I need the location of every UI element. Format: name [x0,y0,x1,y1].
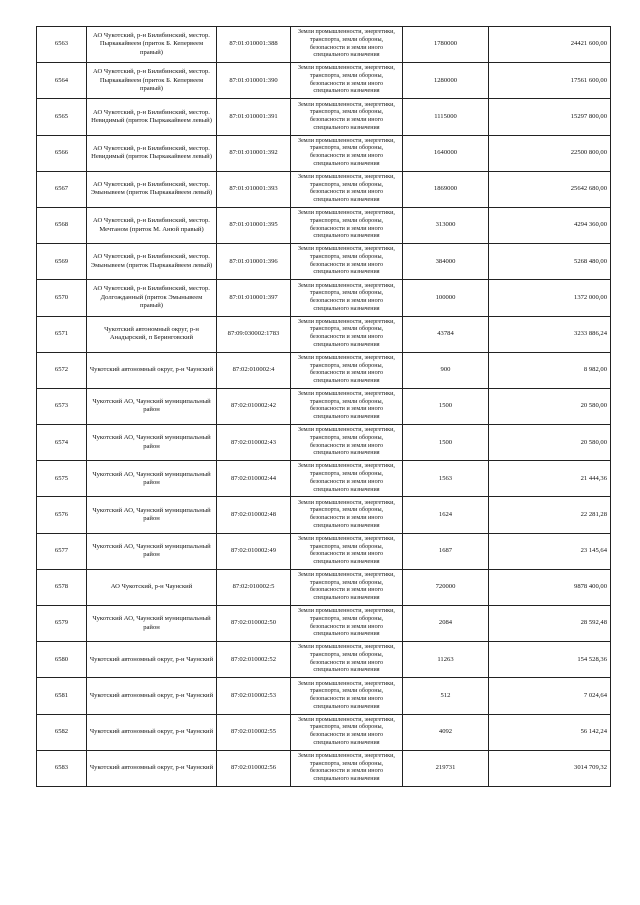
land-category-cell: Земли промышленности, энергетики, транспорта, земли обороны, безопасности и земли иного специального назначения [291,497,403,533]
cadastral-value-cell: 5268 480,00 [489,244,611,280]
table-row [37,207,611,243]
cadastral-number-cell: 87:02:010002:49 [217,533,291,569]
land-category-cell: Земли промышленности, энергетики, транспорта, земли обороны, безопасности и земли иного специального назначения [291,678,403,714]
cadastral-value-cell: 15297 800,00 [489,99,611,135]
land-category-cell: Земли промышленности, энергетики, транспорта, земли обороны, безопасности и земли иного специального назначения [291,606,403,642]
area-cell: 384000 [403,244,489,280]
address-cell: Чукотский автономный округ, р-н Чаунский [87,714,217,750]
cadastral-value-cell: 28 592,48 [489,606,611,642]
table-row [37,99,611,135]
address-cell: Чукотский автономный округ, р-н Чаунский [87,642,217,678]
row-number-cell: 6572 [37,352,87,388]
table-body [37,27,611,787]
table-row [37,461,611,497]
area-cell: 1687 [403,533,489,569]
address-cell: АО Чукотский, р-н Билибинский, местор. Мечтаном (приток М. Анюй правый) [87,207,217,243]
cadastral-number-cell: 87:02:010002:50 [217,606,291,642]
land-category-cell: Земли промышленности, энергетики, транспорта, земли обороны, безопасности и земли иного специального назначения [291,425,403,461]
cadastral-value-cell: 20 580,00 [489,388,611,424]
address-cell: Чукотский автономный округ, р-н Чаунский [87,750,217,786]
area-cell: 1869000 [403,171,489,207]
area-cell: 219731 [403,750,489,786]
cadastral-number-cell: 87:02:010002:53 [217,678,291,714]
cadastral-value-cell: 22500 800,00 [489,135,611,171]
row-number-cell: 6563 [37,27,87,63]
land-category-cell: Земли промышленности, энергетики, транспорта, земли обороны, безопасности и земли иного специального назначения [291,207,403,243]
cadastral-number-cell: 87:02:010002:5 [217,569,291,605]
cadastral-number-cell: 87:01:010001:395 [217,207,291,243]
address-cell: Чукотский АО, Чаунский муниципальный район [87,461,217,497]
cadastral-value-cell: 22 281,28 [489,497,611,533]
row-number-cell: 6567 [37,171,87,207]
cadastral-value-cell: 25642 680,00 [489,171,611,207]
cadastral-number-cell: 87:02:010002:42 [217,388,291,424]
row-number-cell: 6581 [37,678,87,714]
table-row [37,27,611,63]
land-category-cell: Земли промышленности, энергетики, транспорта, земли обороны, безопасности и земли иного специального назначения [291,569,403,605]
area-cell: 2084 [403,606,489,642]
cadastral-value-cell: 9878 400,00 [489,569,611,605]
cadastral-number-cell: 87:01:010001:397 [217,280,291,316]
row-number-cell: 6565 [37,99,87,135]
table-row [37,280,611,316]
table-row [37,388,611,424]
cadastral-number-cell: 87:02:010002:48 [217,497,291,533]
land-category-cell: Земли промышленности, энергетики, транспорта, земли обороны, безопасности и земли иного специального назначения [291,63,403,99]
row-number-cell: 6575 [37,461,87,497]
cadastral-value-cell: 23 145,64 [489,533,611,569]
address-cell: Чукотский автономный округ, р-н Чаунский [87,678,217,714]
address-cell: Чукотский АО, Чаунский муниципальный район [87,606,217,642]
row-number-cell: 6573 [37,388,87,424]
area-cell: 100000 [403,280,489,316]
area-cell: 4092 [403,714,489,750]
area-cell: 1563 [403,461,489,497]
area-cell: 900 [403,352,489,388]
cadastral-value-cell: 7 024,64 [489,678,611,714]
land-category-cell: Земли промышленности, энергетики, транспорта, земли обороны, безопасности и земли иного специального назначения [291,714,403,750]
table-row [37,569,611,605]
land-category-cell: Земли промышленности, энергетики, транспорта, земли обороны, безопасности и земли иного специального назначения [291,99,403,135]
cadastral-number-cell: 87:02:010002:55 [217,714,291,750]
address-cell: АО Чукотский, р-н Билибинский, местор. Пыркакайвеем (приток Б. Кепервеем правый) [87,27,217,63]
address-cell: АО Чукотский, р-н Билибинский, местор. Эмынывеем (приток Пыркакайвеем левый) [87,244,217,280]
cadastral-value-cell: 20 580,00 [489,425,611,461]
area-cell: 11263 [403,642,489,678]
cadastral-number-cell: 87:09:030002:1783 [217,316,291,352]
row-number-cell: 6569 [37,244,87,280]
row-number-cell: 6564 [37,63,87,99]
table-row [37,497,611,533]
cadastral-value-table [36,26,611,787]
table-row [37,352,611,388]
cadastral-number-cell: 87:01:010001:391 [217,99,291,135]
area-cell: 1500 [403,425,489,461]
land-category-cell: Земли промышленности, энергетики, транспорта, земли обороны, безопасности и земли иного специального назначения [291,533,403,569]
land-category-cell: Земли промышленности, энергетики, транспорта, земли обороны, безопасности и земли иного специального назначения [291,244,403,280]
cadastral-value-cell: 154 528,36 [489,642,611,678]
cadastral-number-cell: 87:01:010001:388 [217,27,291,63]
table-row [37,316,611,352]
row-number-cell: 6578 [37,569,87,605]
land-category-cell: Земли промышленности, энергетики, транспорта, земли обороны, безопасности и земли иного специального назначения [291,135,403,171]
cadastral-value-cell: 17561 600,00 [489,63,611,99]
address-cell: Чукотский автономный округ, р-н Анадырский, п Беринговский [87,316,217,352]
land-category-cell: Земли промышленности, энергетики, транспорта, земли обороны, безопасности и земли иного специального назначения [291,171,403,207]
address-cell: Чукотский АО, Чаунский муниципальный район [87,533,217,569]
area-cell: 1280000 [403,63,489,99]
row-number-cell: 6568 [37,207,87,243]
cadastral-number-cell: 87:01:010001:392 [217,135,291,171]
area-cell: 1640000 [403,135,489,171]
address-cell: АО Чукотский, р-н Билибинский, местор. Невидимый (приток Пыркакайвеем левый) [87,135,217,171]
area-cell: 1780000 [403,27,489,63]
row-number-cell: 6571 [37,316,87,352]
table-row [37,244,611,280]
area-cell: 43784 [403,316,489,352]
land-category-cell: Земли промышленности, энергетики, транспорта, земли обороны, безопасности и земли иного специального назначения [291,280,403,316]
address-cell: Чукотский АО, Чаунский муниципальный район [87,388,217,424]
cadastral-number-cell: 87:02:010002:44 [217,461,291,497]
row-number-cell: 6583 [37,750,87,786]
land-category-cell: Земли промышленности, энергетики, транспорта, земли обороны, безопасности и земли иного специального назначения [291,642,403,678]
row-number-cell: 6579 [37,606,87,642]
cadastral-value-cell: 4294 360,00 [489,207,611,243]
cadastral-number-cell: 87:01:010001:390 [217,63,291,99]
area-cell: 313000 [403,207,489,243]
table-row [37,135,611,171]
cadastral-number-cell: 87:01:010001:393 [217,171,291,207]
cadastral-number-cell: 87:02:010002:56 [217,750,291,786]
row-number-cell: 6570 [37,280,87,316]
land-category-cell: Земли промышленности, энергетики, транспорта, земли обороны, безопасности и земли иного специального назначения [291,461,403,497]
table-row [37,750,611,786]
address-cell: АО Чукотский, р-н Билибинский, местор. Долгожданный (приток Эмынывеем правый) [87,280,217,316]
cadastral-number-cell: 87:02:010002:52 [217,642,291,678]
table-row [37,606,611,642]
land-category-cell: Земли промышленности, энергетики, транспорта, земли обороны, безопасности и земли иного специального назначения [291,750,403,786]
land-category-cell: Земли промышленности, энергетики, транспорта, земли обороны, безопасности и земли иного специального назначения [291,27,403,63]
row-number-cell: 6576 [37,497,87,533]
row-number-cell: 6580 [37,642,87,678]
cadastral-number-cell: 87:01:010001:396 [217,244,291,280]
table-row [37,642,611,678]
area-cell: 1624 [403,497,489,533]
land-category-cell: Земли промышленности, энергетики, транспорта, земли обороны, безопасности и земли иного специального назначения [291,352,403,388]
cadastral-number-cell: 87:02:010002:4 [217,352,291,388]
row-number-cell: 6577 [37,533,87,569]
row-number-cell: 6574 [37,425,87,461]
cadastral-value-cell: 1372 000,00 [489,280,611,316]
row-number-cell: 6566 [37,135,87,171]
address-cell: АО Чукотский, р-н Билибинский, местор. Пыркакайвеем (приток Б. Кепервеем правый) [87,63,217,99]
land-category-cell: Земли промышленности, энергетики, транспорта, земли обороны, безопасности и земли иного специального назначения [291,388,403,424]
land-category-cell: Земли промышленности, энергетики, транспорта, земли обороны, безопасности и земли иного специального назначения [291,316,403,352]
area-cell: 1115000 [403,99,489,135]
table-row [37,63,611,99]
cadastral-value-cell: 56 142,24 [489,714,611,750]
address-cell: АО Чукотский, р-н Билибинский, местор. Невидимый (приток Пыркакайвеем левый) [87,99,217,135]
address-cell: Чукотский АО, Чаунский муниципальный район [87,425,217,461]
cadastral-value-cell: 3014 709,32 [489,750,611,786]
address-cell: АО Чукотский, р-н Билибинский, местор. Эмынывеем (приток Пыркакайвеем левый) [87,171,217,207]
row-number-cell: 6582 [37,714,87,750]
table-row [37,425,611,461]
cadastral-value-cell: 3233 886,24 [489,316,611,352]
area-cell: 720000 [403,569,489,605]
area-cell: 512 [403,678,489,714]
cadastral-value-cell: 8 982,00 [489,352,611,388]
area-cell: 1500 [403,388,489,424]
table-row [37,678,611,714]
table-row [37,714,611,750]
address-cell: Чукотский АО, Чаунский муниципальный район [87,497,217,533]
cadastral-value-cell: 21 444,36 [489,461,611,497]
cadastral-value-cell: 24421 600,00 [489,27,611,63]
address-cell: Чукотский автономный округ, р-н Чаунский [87,352,217,388]
address-cell: АО Чукотский, р-н Чаунский [87,569,217,605]
table-row [37,171,611,207]
table-row [37,533,611,569]
cadastral-number-cell: 87:02:010002:43 [217,425,291,461]
